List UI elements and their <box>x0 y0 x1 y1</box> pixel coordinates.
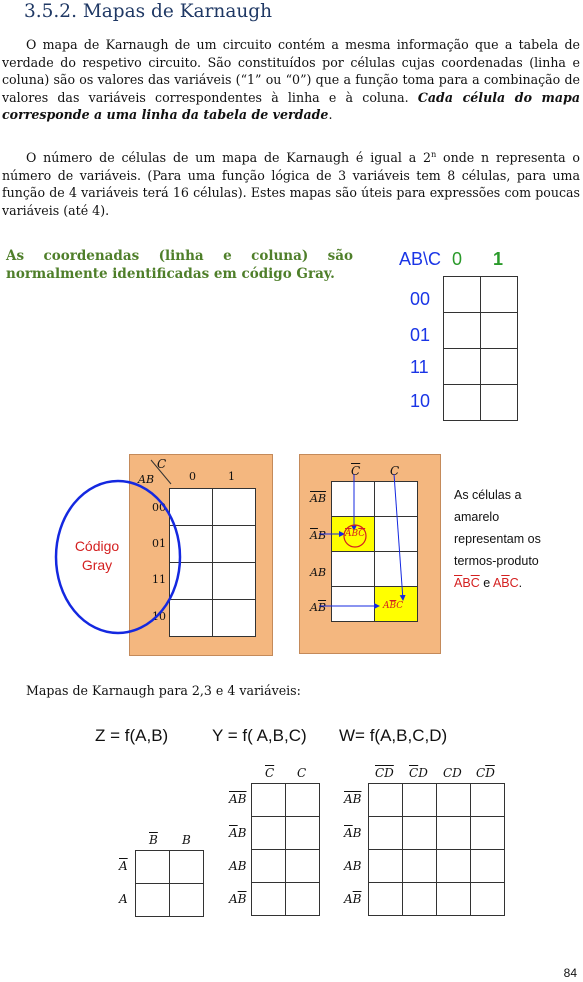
map3-row-3: AB <box>229 859 247 873</box>
gray-row-11: 11 <box>152 573 166 586</box>
map2-grid <box>135 850 204 917</box>
product-col-c: C <box>390 464 400 478</box>
cells-paragraph <box>2 146 580 220</box>
grid-cell <box>444 277 481 313</box>
grid-cell <box>170 851 204 884</box>
grid-cell <box>403 850 437 883</box>
map3-grid <box>251 783 320 916</box>
gray-note-line1: As coordenadas (linha e coluna) são <box>6 248 353 264</box>
map2-col-b: B <box>182 833 191 847</box>
grid-cell <box>403 883 437 916</box>
grid-cell <box>252 784 286 817</box>
map3-row-2: $\overline{A}B$ <box>229 826 247 840</box>
grid-cell <box>471 817 505 850</box>
grid-cell <box>170 884 204 917</box>
map4-grid <box>368 783 505 916</box>
function-w: W= f(A,B,C,D) <box>339 726 448 745</box>
gray-row-01: 01 <box>152 537 166 550</box>
map3-row-1: $\overline{AB}$ <box>229 792 247 806</box>
grid-cell <box>136 884 170 917</box>
kmap-row-00: 00 <box>410 289 431 309</box>
grid-cell <box>437 850 471 883</box>
grid-cell <box>444 349 481 385</box>
map3-col-c: C <box>297 766 307 780</box>
map4-row-2: $\overline{A}B$ <box>344 826 362 840</box>
grid-cell <box>213 489 256 526</box>
map2-row-abar: $\overline{A}$ <box>119 859 128 873</box>
cells-text-a: O número de células de um mapa de Karnaugh é igual a 2 <box>26 150 432 166</box>
kmap-col-1: 1 <box>493 249 504 269</box>
cells-text-b: onde n representa o número de variáveis. (Para uma função lógica de 3 variáveis tem 8 células, para uma função de 4 variáveis terá 16 células). Estes mapas são úteis para expressões com poucas variáveis (até 4). <box>2 150 580 218</box>
function-z: Z = f(A,B) <box>95 726 169 745</box>
grid-cell <box>437 883 471 916</box>
product-row-4: $A\overline{B}$ <box>310 601 327 614</box>
product-row-3: AB <box>310 566 327 579</box>
grid-cell <box>252 817 286 850</box>
kmap-corner-label: AB\C <box>399 249 442 269</box>
grid-cell <box>286 784 320 817</box>
grid-cell <box>403 784 437 817</box>
note-line-3: representam os <box>454 532 541 546</box>
map4-col-2: $\overline{C}D$ <box>409 766 428 780</box>
map3-row-4: $A\overline{B}$ <box>229 892 247 906</box>
grid-cell <box>471 850 505 883</box>
grid-cell <box>286 883 320 916</box>
gray-note-line2: normalmente identificadas em código Gray. <box>6 265 335 282</box>
kmap-col-0: 0 <box>452 249 463 269</box>
gray-row-10: 10 <box>152 610 166 623</box>
product-row-2: $\overline{A}B$ <box>310 529 327 542</box>
kmap-row-10: 10 <box>410 391 431 411</box>
product-col-cbar: $\overline{C}$ <box>351 464 361 478</box>
note-line-1: As células a <box>454 488 522 502</box>
grid-cell <box>213 526 256 563</box>
map4-col-1: $\overline{CD}$ <box>375 766 394 780</box>
function-y: Y = f( A,B,C) <box>212 726 307 745</box>
map4-col-4: $C\overline{D}$ <box>476 766 495 780</box>
gray-col-0: 0 <box>189 470 196 483</box>
grid-cell <box>444 313 481 349</box>
map2-col-bbar: $\overline{B}$ <box>149 833 158 847</box>
grid-cell <box>252 883 286 916</box>
map4-row-1: $\overline{AB}$ <box>344 792 362 806</box>
kmap-row-01: 01 <box>410 325 431 345</box>
gray-col-1: 1 <box>228 470 235 483</box>
gray-var-left: AB <box>138 473 155 486</box>
map4-row-4: $A\overline{B}$ <box>344 892 362 906</box>
grid-cell <box>213 600 256 637</box>
kmap-row-11: 11 <box>410 357 429 377</box>
grid-cell <box>286 850 320 883</box>
product-row-1: $\overline{AB}$ <box>310 492 327 505</box>
note-line-4: termos-produto <box>454 554 539 568</box>
grid-cell <box>136 851 170 884</box>
intro-end: . <box>328 107 333 123</box>
grid-cell <box>471 784 505 817</box>
note-line-2: amarelo <box>454 510 500 524</box>
grid-cell <box>286 817 320 850</box>
grid-cell <box>437 817 471 850</box>
cells-exponent: n <box>431 150 437 159</box>
map2-row-a: A <box>119 892 128 906</box>
circle-label-codigo: Código <box>74 538 120 554</box>
yellow-cells-note <box>454 484 541 594</box>
product-arrows <box>299 454 439 652</box>
grid-cell <box>369 817 403 850</box>
grid-cell <box>471 883 505 916</box>
map4-col-3: CD <box>443 766 462 780</box>
section-heading: 3.5.2. Mapas de Karnaugh <box>24 1 273 22</box>
note-terms: $\overline{A}B\overline{C}$ e $A\overline{B}C$. <box>454 576 523 590</box>
grid-cell <box>437 784 471 817</box>
maps-caption: Mapas de Karnaugh para 2,3 e 4 variáveis: <box>26 683 301 698</box>
intro-emphasis: Cada célula do mapa corresponde a uma linha da tabela de verdade <box>2 89 580 123</box>
grid-cell <box>444 385 481 421</box>
grid-cell <box>369 784 403 817</box>
intro-text: O mapa de Karnaugh de um circuito contém a mesma informação que a tabela de verdade do respetivo circuito. São constituídos por células cujas coordenadas (linha e coluna) são os valores das variáveis (“1” ou “0”) que a função toma para a combinação de valores das variáveis correspondentes à linha e à coluna. <box>2 37 580 105</box>
yellow-term-2: $A\overline{B}C$ <box>383 601 404 611</box>
grid-cell <box>213 563 256 600</box>
gray-row-00: 00 <box>152 501 166 514</box>
grid-cell <box>481 349 518 385</box>
grid-cell <box>481 385 518 421</box>
map4-row-3: AB <box>344 859 362 873</box>
circle-label-gray: Gray <box>81 557 113 573</box>
gray-code-note <box>6 248 353 283</box>
page-number: 84 <box>563 966 577 980</box>
grid-cell <box>369 883 403 916</box>
gray-var-top: C <box>157 457 167 471</box>
grid-cell <box>369 850 403 883</box>
intro-paragraph <box>2 36 580 124</box>
map3-col-cbar: $\overline{C}$ <box>265 766 275 780</box>
grid-cell <box>481 277 518 313</box>
grid-cell <box>252 850 286 883</box>
yellow-term-1: $\overline{A}B\overline{C}$ <box>345 529 366 539</box>
grid-cell <box>481 313 518 349</box>
kmap-coords-grid <box>443 276 518 421</box>
grid-cell <box>403 817 437 850</box>
